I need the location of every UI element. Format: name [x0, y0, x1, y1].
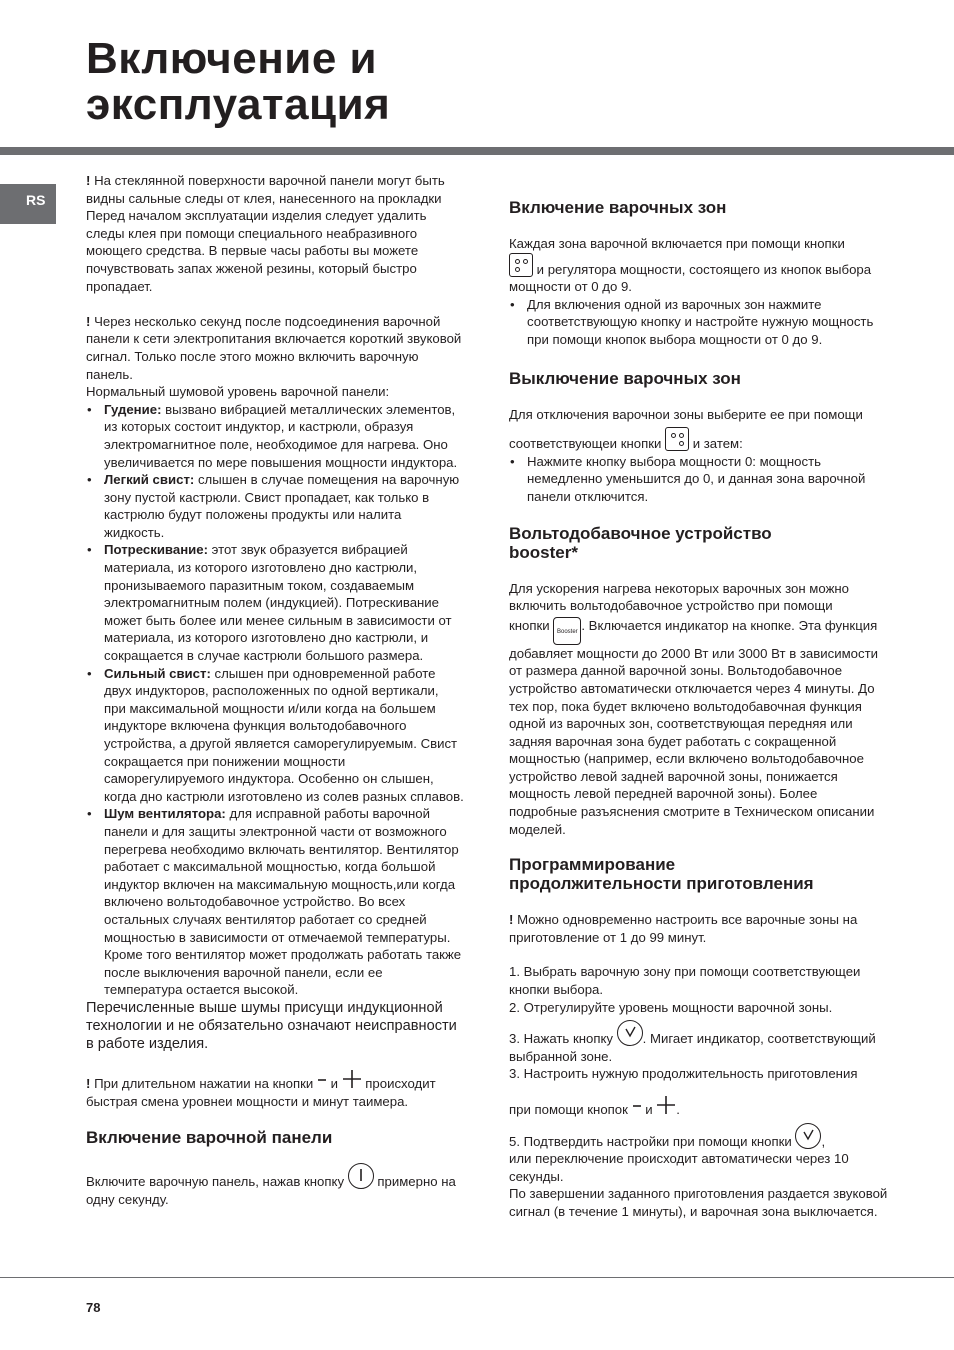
noise-term: Гудение:: [104, 401, 162, 417]
beep-note-text: Через несколько секунд после подсоединения варочной панели к сети электропитания включается короткий звуковой сигнал. Только после этого можно включить варочную панель.: [86, 313, 462, 382]
plus-icon: [342, 1069, 362, 1089]
minus-icon: [632, 1101, 642, 1115]
timer-step-4a: 3. Настроить нужную продолжительность приготовления: [509, 1066, 858, 1082]
exclamation-mark: !: [86, 313, 91, 329]
zones-off-text-b: соответствующеи кнопки: [509, 436, 666, 452]
booster-heading-line-2: booster*: [509, 542, 578, 562]
timer-icon: [617, 1020, 643, 1046]
long-press-text: При длительном нажатии на кнопки: [94, 1075, 317, 1091]
zones-on-list: [509, 296, 889, 349]
booster-heading-line-1: Вольтодобавочное устройство: [509, 523, 772, 543]
noise-term: Потрескивание:: [104, 542, 208, 558]
zones-off-list: [509, 453, 889, 506]
list-item: • Нажмите кнопку выбора мощности 0: мощность немедленно уменьшится до 0, и данная зона варочной панели отключится.: [509, 453, 889, 506]
timer-end: По завершении заданного приготовления раздается звуковой сигнал (в течение 1 минуты), и варочная зона выключается.: [509, 1186, 888, 1219]
page-number: 78: [86, 1300, 101, 1315]
footer-rule: [0, 1277, 954, 1278]
language-tab: RS: [0, 184, 56, 224]
timer-heading-line-2: продолжительности приготовления: [509, 874, 814, 894]
list-item: [86, 471, 464, 541]
booster-icon: Booster: [553, 617, 581, 645]
long-press-and: и: [326, 1075, 342, 1091]
timer-step-3-a: 3. Нажать кнопку: [509, 1031, 617, 1047]
list-item: [86, 401, 464, 471]
title-line-1: Включение и: [86, 34, 378, 83]
list-item: [86, 541, 464, 664]
exclamation-mark: !: [86, 1075, 91, 1091]
zones-on-text: [509, 253, 889, 296]
glue-note: [86, 172, 464, 295]
beep-note: [86, 313, 464, 383]
panel-on-text-b: примерно на одну секунду.: [86, 1174, 456, 1207]
section-heading-timer: [509, 855, 889, 893]
timer-step-5: [509, 1123, 889, 1151]
zones-off-text-a: Для отключения варочнои зоны выберите ее при помощи: [509, 406, 863, 422]
timer-step-4-b: при помощи кнопок: [509, 1102, 632, 1117]
section-heading-booster: [509, 524, 889, 562]
zone-select-icon: [665, 427, 689, 451]
noise-text: слышен при одновременной работе двух индукторов, расположенных по одной вертикали, при максимальной мощности и/или когда на большем индукторе включена функция вольтодобавочного устройства, а другой является саморегулируемым. Свист сокращается при понижении мощности саморегулируемого индуктора. Особенно он слышен, когда дно кастрюли изготовлено из солев разных сплавов.: [104, 665, 464, 804]
timer-note: [509, 911, 889, 946]
zone-select-icon: [509, 253, 533, 277]
timer-step-4-and: и: [641, 1102, 657, 1117]
long-press-text-end: происходит быстрая смена уровнеи мощности и минут таимера.: [86, 1075, 436, 1109]
booster-text: [509, 617, 889, 839]
timer-step-5-a: 5. Подтвердить настройки при помощи кнопки: [509, 1133, 796, 1149]
exclamation-mark: !: [86, 173, 91, 188]
list-item: [86, 805, 464, 999]
zones-off-text-c: и затем:: [689, 436, 743, 452]
plus-icon: [656, 1095, 676, 1115]
page-title: [86, 36, 390, 128]
noise-intro: Нормальный шумовой уровень варочной панели:: [86, 384, 390, 400]
timer-step-3-b: . Мигает индикатор, соответствующий выбранной зоне.: [509, 1031, 876, 1064]
noise-text: слышен в случае помещения на варочную зону пустой кастрюли. Свист пропадает, как только в кастрюлю будут положены продукты или налита жидкость.: [104, 472, 460, 540]
list-item: [86, 665, 464, 806]
panel-on-text-a: Включите варочную панель, нажав кнопку: [86, 1174, 348, 1190]
noise-list: [86, 401, 464, 999]
zones-on-text-a: Каждая зона варочной включается при помощи кнопки: [509, 236, 845, 251]
noise-term: Легкий свист:: [104, 472, 195, 488]
noise-text: вызвано вибрацией металлических элементов, из которых состоит индуктор, и кастрюли, образуя электромагнитное поле, необходимое для нагрева. Оно увеличивается по мере повышения мощности индуктора.: [104, 401, 458, 470]
list-item: • Для включения одной из варочных зон нажмите соответствующую кнопку и настройте нужную мощность при помощи кнопок выбора мощности от 0 до 9.: [509, 296, 889, 349]
title-line-2: эксплуатация: [86, 80, 391, 129]
section-heading-zones-off: Выключение варочных зон: [509, 368, 741, 388]
timer-note-text: Можно одновременно настроить все варочные зоны на приготовление от 1 до 99 минут.: [509, 912, 858, 945]
power-icon: [348, 1163, 374, 1189]
panel-on-text: [86, 1163, 464, 1208]
section-heading-zones-on: Включение варочных зон: [509, 198, 727, 217]
timer-icon: [795, 1123, 821, 1149]
booster-text-b: кнопки: [509, 617, 554, 633]
timer-step-4-end: .: [676, 1102, 680, 1117]
timer-step-5-b: ,: [821, 1133, 826, 1149]
zones-off-text: [509, 427, 889, 453]
left-column: [86, 172, 464, 1208]
noise-text: для исправной работы варочной панели и для защиты электронной части от возможного перегрева необходимо включать вентилятор. Вентилятор работает с максимальной мощностью, когда большой индуктор включен на максимальную мощность,или когда включено вольтодобавочное устройство. Во всех остальных случаях вентилятор работает со средней мощностью в зависимости от отмечаемой температуры. Кроме того вентилятор может продолжать работать также после выключения варочной панели, если ее температура остается высокой.: [104, 806, 462, 998]
long-press-note: [86, 1069, 464, 1110]
right-column: [509, 198, 889, 1221]
section-heading-panel-on: Включение варочной панели: [86, 1128, 333, 1148]
booster-text-c: . Включается индикатор на кнопке. Эта функция добавляет мощности до 2000 Вт или 3000 Вт в зависимости от размера данной варочной зоны. Вольтодобавочное устройство автоматически отключается через 4 минуты. До тех пор, пока будет включено вольтодобавочная функция одной из варочных зон, соответствующая передняя или задняя варочная зона будет работать с сокращенной мощностью (например, если включено вольтодобавочное устройство левой задней варочной зоны, понижается мощность левой передней варочной зоны). Более подробные разъяснения смотрите в Техническом описании моделей.: [509, 617, 878, 837]
glue-note-text: На стеклянной поверхности варочной панели могут быть видны сальные следы от клея, нанесенного на прокладки Перед началом эксплуатации изделия следует удалить следы клея при помощи специального неабразивного моющего средства. В первые часы работы вы можете почувствовать запах жженой резины, который быстро пропадает.: [86, 173, 445, 294]
timer-step-5-c: или переключение происходит автоматически через 10 секунды.: [509, 1151, 849, 1184]
noise-term: Сильный свист:: [104, 665, 211, 681]
noise-text: этот звук образуется вибрацией материала, из которого изготовлено дно кастрюли, пронизываемого паразитным током, создаваемым электромагнитным полем (индукцией). Потрескивание может быть более или менее сильным в зависимости от материала, из которого изготовлено дно кастрюли, и сокращается в случае кастрюли большого размера.: [104, 542, 452, 664]
timer-step-3: [509, 1020, 889, 1065]
timer-step-4: [509, 1095, 889, 1119]
minus-icon: [317, 1075, 327, 1089]
noise-conclusion: Перечисленные выше шумы присущи индукционной технологии и не обязательно означают неисправности в работе изделия.: [86, 999, 457, 1052]
booster-text-a: Для ускорения нагрева некоторых варочных зон можно включить вольтодобавочное устройство при помощи: [509, 580, 850, 614]
exclamation-mark: !: [509, 912, 514, 928]
zones-on-text-b: и регулятора мощности, состоящего из кнопок выбора мощности от 0 до 9.: [509, 261, 872, 295]
timer-step-1: 1. Выбрать варочную зону при помощи соответствующеи кнопки выбора.: [509, 964, 861, 998]
timer-step-2: 2. Отрегулируйте уровень мощности варочной зоны.: [509, 999, 833, 1015]
noise-term: Шум вентилятора:: [104, 806, 226, 822]
header-rule: [0, 147, 954, 155]
timer-heading-line-1: Программирование: [509, 855, 676, 875]
